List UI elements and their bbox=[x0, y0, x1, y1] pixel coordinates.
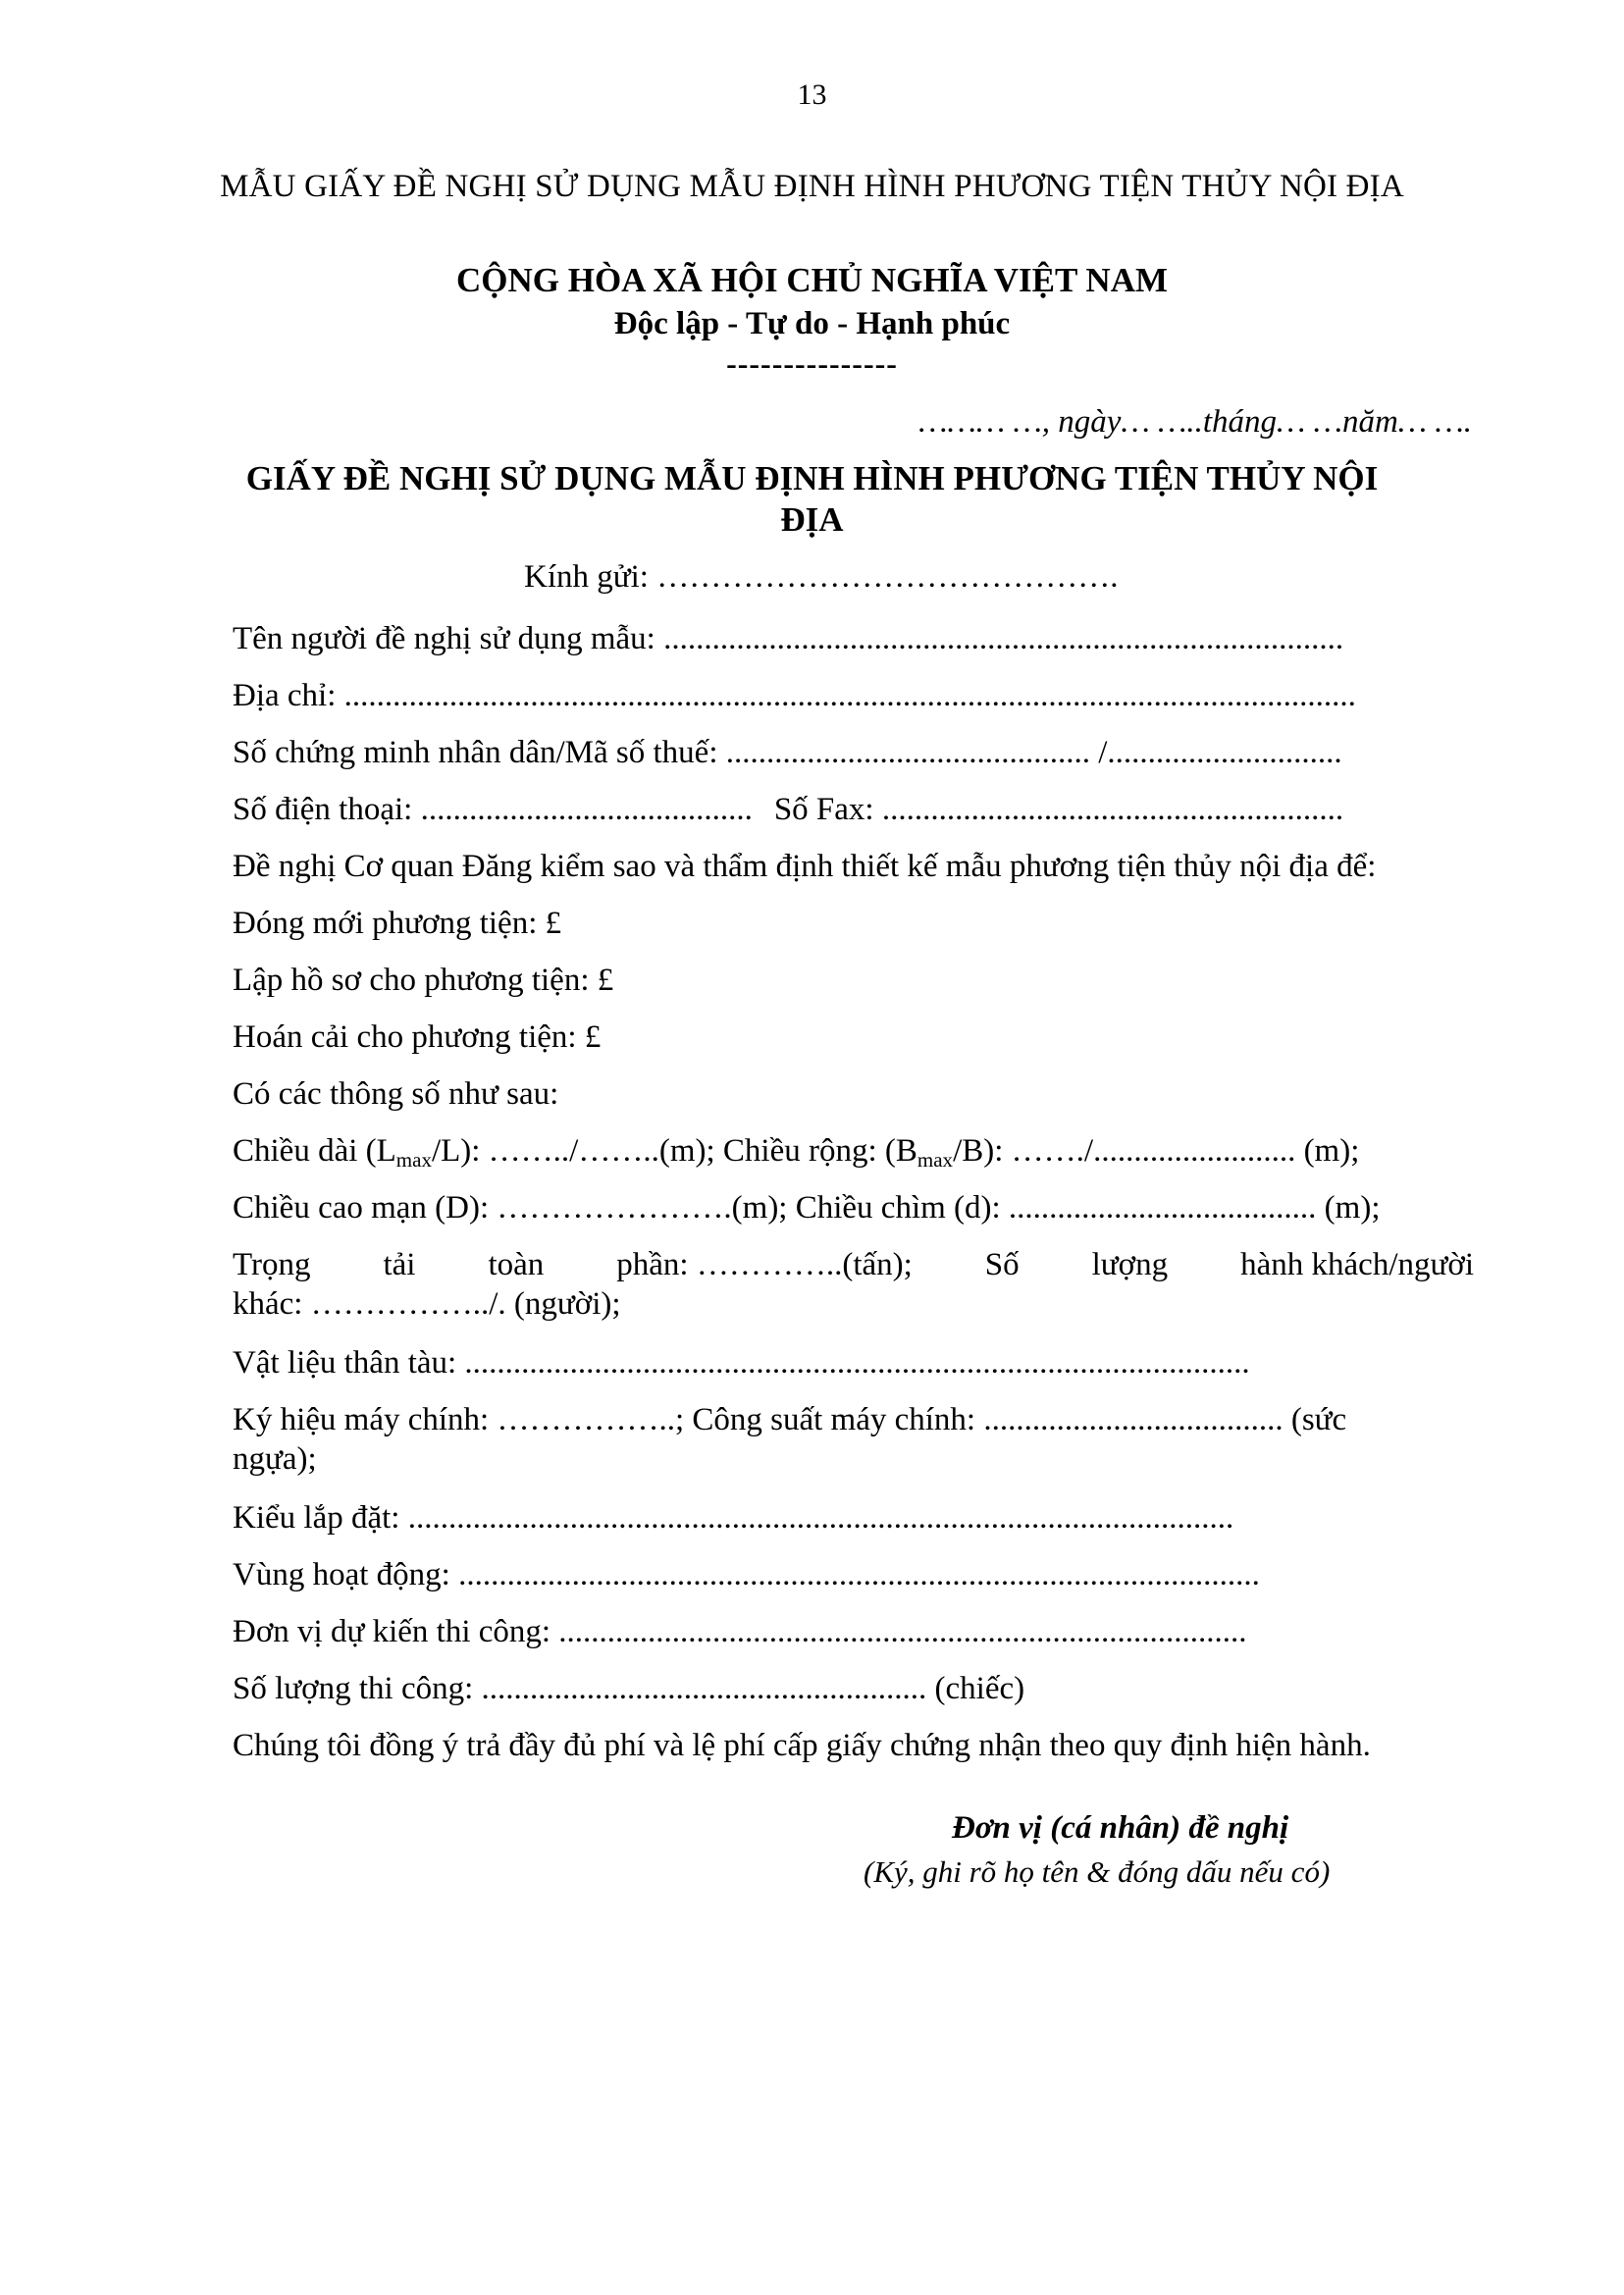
document-title-line1: GIẤY ĐỀ NGHỊ SỬ DỤNG MẪU ĐỊNH HÌNH PHƯƠNG TIỆN THỦY NỘI bbox=[245, 459, 1379, 497]
form-title: MẪU GIẤY ĐỀ NGHỊ SỬ DỤNG MẪU ĐỊNH HÌNH PHƯƠNG TIỆN THỦY NỘI ĐỊA bbox=[220, 169, 1404, 204]
phone-field: Số điện thoại: ......................................... bbox=[233, 792, 753, 827]
document-title-line2: ĐỊA bbox=[780, 500, 844, 539]
date-line: ……… …, ngày… …..tháng… …năm… …. bbox=[918, 404, 1472, 440]
capacity-field: Trọng tải toàn phần: …………..(tấn); Số lượng hành khách/người bbox=[233, 1247, 1474, 1282]
option-record: Lập hồ sơ cho phương tiện: £ bbox=[233, 963, 614, 998]
hull-material-field: Vật liệu thân tàu: ................................................................................................. bbox=[233, 1345, 1250, 1381]
addressee-line: Kính gửi: ……………………………………. bbox=[524, 559, 1119, 595]
depth-draft-field: Chiều cao mạn (D): ………………….(m); Chiều chìm (d): ...................................... (m); bbox=[233, 1190, 1381, 1226]
address-field: Địa chỉ: ............................................................................................................................. bbox=[233, 678, 1356, 713]
params-intro: Có các thông số như sau: bbox=[233, 1076, 559, 1112]
applicant-name-field: Tên người đề nghị sử dụng mẫu: .................................................................................... bbox=[233, 621, 1344, 656]
national-motto: Độc lập - Tự do - Hạnh phúc bbox=[613, 306, 1011, 341]
fax-field: Số Fax: ......................................................... bbox=[773, 792, 1344, 827]
engine-field-cont: ngựa); bbox=[233, 1441, 317, 1477]
request-intro: Đề nghị Cơ quan Đăng kiểm sao và thẩm định thiết kế mẫu phương tiện thủy nội địa để: bbox=[233, 849, 1377, 884]
option-new-build: Đóng mới phương tiện: £ bbox=[233, 906, 562, 941]
id-tax-field: Số chứng minh nhân dân/Mã số thuế: ............................................. /............................. bbox=[233, 735, 1342, 770]
install-type-field: Kiểu lắp đặt: ...................................................................................................... bbox=[233, 1500, 1234, 1536]
quantity-field: Số lượng thi công: ....................................................... (chiếc) bbox=[233, 1671, 1025, 1706]
capacity-field-cont: khác: ……………../. (người); bbox=[233, 1286, 621, 1322]
signature-note: (Ký, ghi rõ họ tên & đóng dấu nếu có) bbox=[864, 1854, 1331, 1889]
agreement-statement: Chúng tôi đồng ý trả đầy đủ phí và lệ phí cấp giấy chứng nhận theo quy định hiện hành. bbox=[233, 1728, 1371, 1763]
page-number: 13 bbox=[797, 78, 827, 111]
contractor-field: Đơn vị dự kiến thi công: ..................................................................................... bbox=[233, 1614, 1247, 1649]
length-width-field: Chiều dài $(L_{max}/L)$: ……../……..(m); Chiều rộng: $(B_{max}/B)$: ……./......................... (m); bbox=[233, 1133, 1360, 1172]
country-name: CỘNG HÒA XÃ HỘI CHỦ NGHĨA VIỆT NAM bbox=[455, 261, 1169, 299]
signature-title: Đơn vị (cá nhân) đề nghị bbox=[952, 1810, 1289, 1846]
header-separator: --------------- bbox=[726, 345, 898, 381]
engine-field: Ký hiệu máy chính: ……………..; Công suất máy chính: ..................................... (sức bbox=[233, 1402, 1347, 1437]
operating-area-field: Vùng hoạt động: ................................................................................................... bbox=[233, 1557, 1260, 1592]
option-convert: Hoán cải cho phương tiện: £ bbox=[233, 1019, 602, 1055]
phone-fax-row bbox=[233, 787, 1474, 832]
